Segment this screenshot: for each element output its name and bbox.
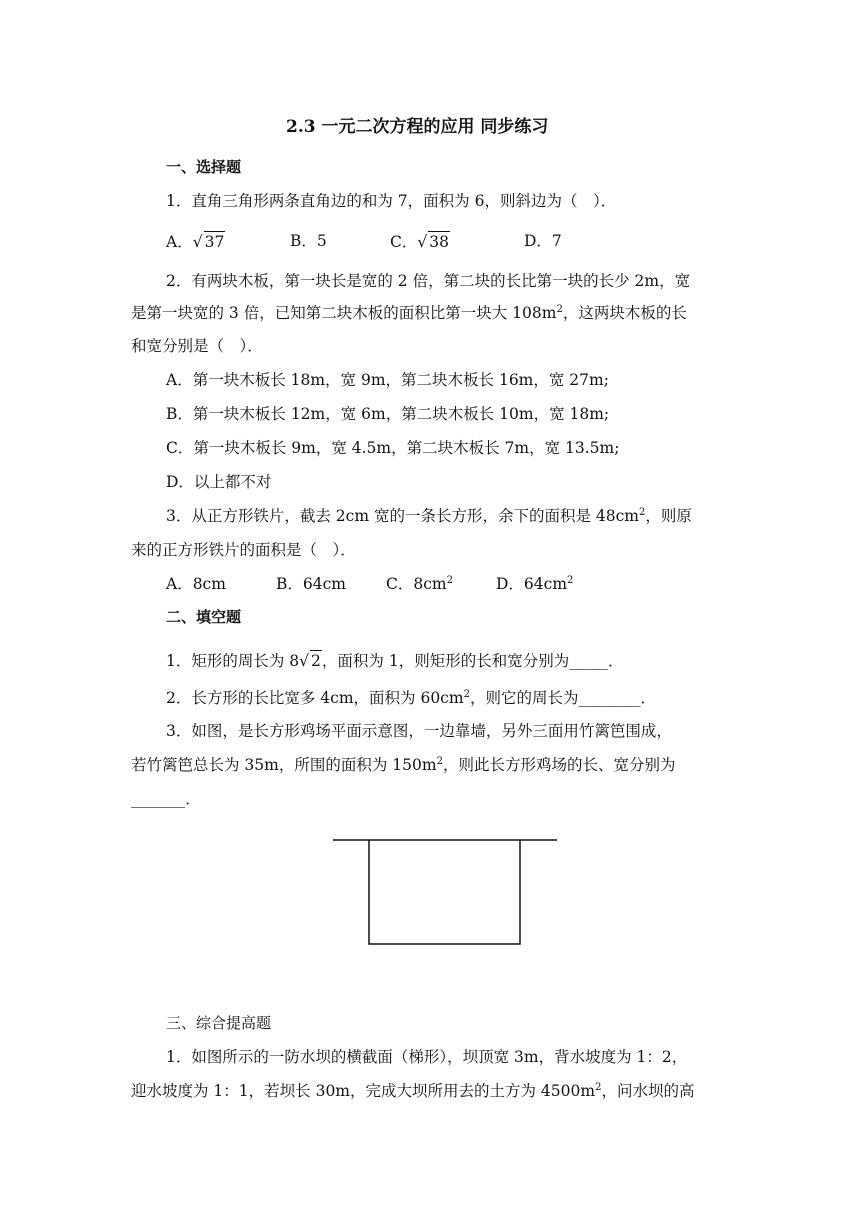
question-3-option-c: C．$8cm^2$: [386, 575, 453, 593]
fill-question-3-line-2: 若竹篱笆总长为 35m，所围的面积为 $150m^2$，则此长方形鸡场的长、宽分别为: [131, 756, 676, 774]
option-a: A．√ 37: [166, 233, 225, 251]
question-3-option-b: B．64cm: [276, 575, 346, 593]
option-b: B．5: [290, 232, 327, 250]
question-2-option-c: C．第一块木板长 9m，宽 4.5m，第二块木板长 7m，宽 13.5m;: [166, 439, 620, 457]
question-2-line-2: 是第一块宽的 3 倍，已知第二块木板的面积比第一块大 $108m^2$，这两块木板的长: [131, 304, 687, 322]
fence-outline: [369, 840, 520, 944]
question-2-option-b: B．第一块木板长 12m，宽 6m，第二块木板长 10m，宽 18m;: [166, 405, 610, 423]
fill-question-1: 1．矩形的周长为 8√ 2，面积为 1，则矩形的长和宽分别为_____．: [166, 652, 624, 670]
fill-question-2: 2．长方形的长比宽多 4cm，面积为 $60cm^2$，则它的周长为________．: [166, 689, 656, 707]
fill-question-3-line-1: 3．如图，是长方形鸡场平面示意图，一边靠墙，另外三面用竹篱笆围成，: [166, 722, 672, 740]
question-2-option-d: D．以上都不对: [166, 473, 272, 491]
page-title: 2.3 一元二次方程的应用 同步练习: [286, 117, 549, 137]
question-1-text: 1．直角三角形两条直角边的和为 7，面积为 6，则斜边为（ ）．: [166, 192, 617, 210]
question-3-option-a: A．8cm: [166, 575, 226, 593]
section-heading-choice: 一、选择题: [166, 158, 242, 176]
fill-question-3-line-3: _______．: [131, 790, 201, 808]
comprehensive-question-1-line-1: 1．如图所示的一防水坝的横截面（梯形），坝顶宽 3m，背水坡度为 1：2，: [166, 1048, 688, 1066]
question-3-line-2: 来的正方形铁片的面积是（ ）．: [131, 541, 356, 559]
question-3-line-1: 3．从正方形铁片，截去 2cm 宽的一条长方形，余下的面积是 $48cm^2$，则原: [166, 507, 692, 525]
option-d: D．7: [524, 232, 562, 250]
sqrt-37: √ 37: [192, 233, 225, 251]
comprehensive-question-1-line-2: 迎水坡度为 1：1，若坝长 30m，完成大坝所用去的土方为 $4500m^2$，问水坝的高: [131, 1082, 695, 1100]
sqrt-2: √ 2: [299, 652, 321, 670]
question-2-line-1: 2．有两块木板，第一块长是宽的 2 倍，第二块的长比第一块的长少 2m，宽: [166, 272, 691, 290]
section-heading-comprehensive: 三、综合提高题: [166, 1014, 272, 1032]
section-heading-fill: 二、填空题: [166, 608, 242, 626]
question-3-option-d: D．$64cm^2$: [496, 575, 574, 593]
question-2-line-3: 和宽分别是（ ）．: [131, 337, 263, 355]
question-2-option-a: A．第一块木板长 18m，宽 9m，第二块木板长 16m，宽 27m;: [166, 371, 609, 389]
option-c: C．√ 38: [390, 233, 449, 251]
sqrt-38: √ 38: [417, 233, 449, 251]
